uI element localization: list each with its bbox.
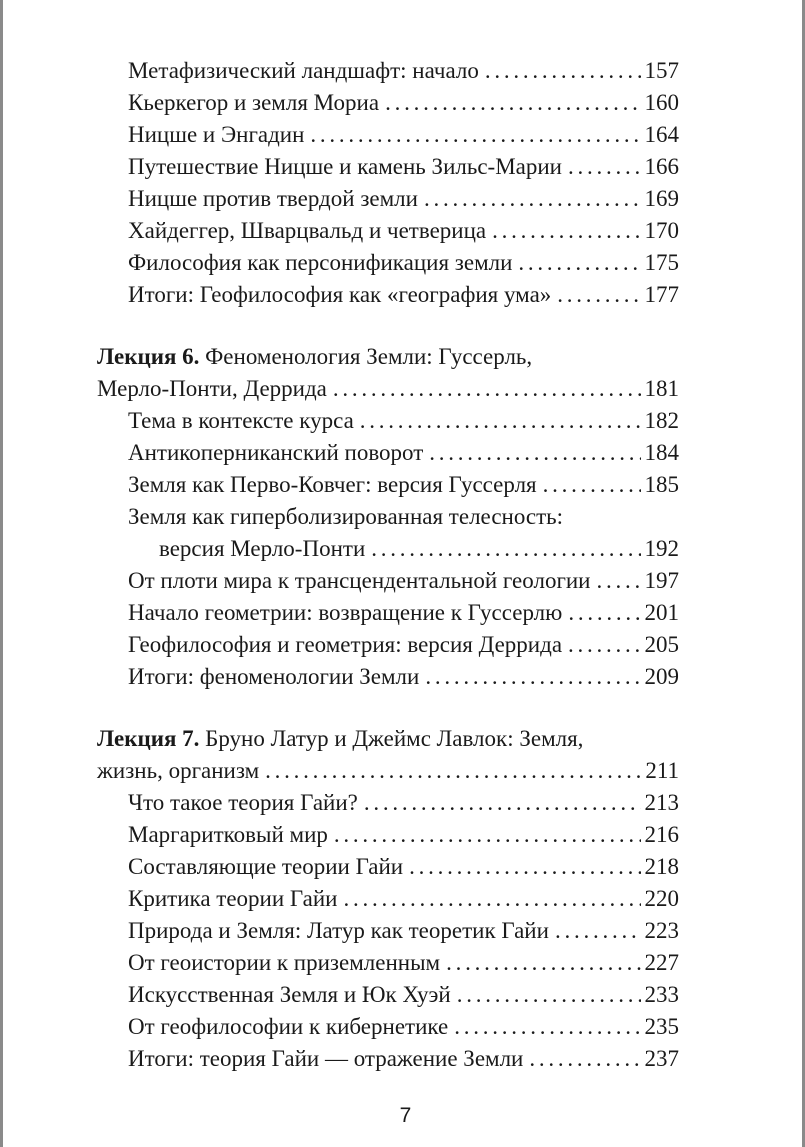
toc-entry-page: 192 [644,536,679,561]
toc-entry-page: 209 [644,664,679,689]
dot-leader [424,183,641,215]
toc-entry-page: 181 [644,376,679,401]
toc-entry-page: 237 [644,1046,679,1071]
toc-entry-title: Итоги: теория Гайи — отражение Земли [128,1046,524,1071]
toc-entry [97,915,679,947]
toc-entry-page: 185 [644,472,679,497]
toc-entry-page: 233 [644,982,679,1007]
toc-entry-page: 177 [644,282,679,307]
toc-entry-title: Маргаритковый мир [128,822,328,847]
toc-entry-title: Природа и Земля: Латур как теоретик Гайи [128,918,549,943]
toc-entry-page: 220 [644,886,679,911]
dot-leader [333,373,641,405]
toc-entry-page: 169 [644,186,679,211]
toc-entry-title: Тема в контексте курса [128,408,354,433]
section-gap [97,311,679,341]
toc-entry [97,1043,679,1075]
lecture-7-title-line2: жизнь, организм [97,758,260,783]
toc-entry-title: Искусственная Земля и Юк Хуэй [128,982,451,1007]
toc-entry-page: 166 [644,154,679,179]
toc-entry [97,151,679,183]
toc-entry-title: Критика теории Гайи [128,886,338,911]
toc-entry [97,215,679,247]
toc-entry [97,787,679,819]
toc-entry-title: Ницше и Энгадин [128,122,305,147]
toc-entry [97,851,679,883]
toc-entry-title: Составляющие теории Гайи [128,854,404,879]
toc-entry-title: Земля как Перво-Ковчег: версия Гуссерля [128,472,537,497]
dot-leader [429,437,640,469]
toc-entry [97,533,679,565]
dot-leader [334,819,641,851]
dot-leader [543,469,641,501]
page-number: 7 [399,1104,412,1127]
dot-leader [555,915,641,947]
toc-entry-title: Антикоперниканский поворот [128,440,424,465]
toc-entry [97,373,679,405]
toc-entry-page: 182 [644,408,679,433]
toc-entry-page: 211 [645,758,679,783]
toc-entry-title: От геофилософии к кибернетике [128,1014,449,1039]
toc-entry-page: 175 [644,250,679,275]
dot-leader [485,55,641,87]
toc-entry-title: Итоги: феноменологии Земли [128,664,420,689]
toc-entry-title: Философия как персонификация земли [128,250,513,275]
lecture-6-label: Лекция 6. [97,344,200,369]
dot-leader [343,883,640,915]
table-of-contents [97,55,679,1075]
toc-entry-page: 205 [644,632,679,657]
dot-leader [446,947,640,979]
dot-leader [457,979,641,1011]
toc-entry-page: 216 [644,822,679,847]
lecture-7-heading [97,723,679,755]
toc-entry [97,469,679,501]
dot-leader [409,851,640,883]
dot-leader [568,151,641,183]
toc-entry [97,597,679,629]
toc-entry [97,279,679,311]
toc-entry [97,119,679,151]
dot-leader [371,533,640,565]
dot-leader [492,215,640,247]
toc-entry [97,1011,679,1043]
toc-entry [97,819,679,851]
toc-entry [97,755,679,787]
toc-entry [97,405,679,437]
toc-entry [97,947,679,979]
toc-entry [97,883,679,915]
dot-leader [454,1011,640,1043]
dot-leader [597,565,641,597]
toc-entry-title: От геоистории к приземленным [128,950,441,975]
dot-leader [265,755,641,787]
dot-leader [360,405,641,437]
toc-entry-page: 170 [644,218,679,243]
toc-entry-title: Итоги: Геофилософия как «география ума» [128,282,552,307]
toc-entry-page: 227 [644,950,679,975]
toc-entry-title: Метафизический ландшафт: начало [128,58,479,83]
lecture-6-title-line2: Мерло-Понти, Деррида [97,376,327,401]
toc-entry-page: 201 [644,600,679,625]
toc-entry [97,437,679,469]
dot-leader [425,661,640,693]
toc-entry [97,629,679,661]
toc-entry-title: Хайдеггер, Шварцвальд и четверица [128,218,487,243]
toc-entry-page: 184 [644,440,679,465]
section-gap [97,693,679,723]
toc-entry-title: Ницше против твердой земли [128,186,418,211]
lecture-7-label: Лекция 7. [97,726,200,751]
dot-leader [568,629,640,661]
toc-entry-page: 197 [644,568,679,593]
toc-entry-page: 218 [644,854,679,879]
dot-leader [518,247,640,279]
dot-leader [385,87,640,119]
toc-entry-page: 213 [644,790,679,815]
lecture-6-title-line1: Феноменология Земли: Гуссерль, [205,344,533,369]
toc-entry [97,87,679,119]
toc-entry-title-line1: Земля как гиперболизированная телесность: [128,504,564,529]
lecture-7-title-line1: Бруно Латур и Джеймс Лавлок: Земля, [205,726,584,751]
toc-entry [97,247,679,279]
dot-leader [529,1043,640,1075]
toc-entry [97,183,679,215]
toc-entry-title: Что такое теория Гайи? [128,790,358,815]
toc-entry-title: Начало геометрии: возвращение к Гуссерлю [128,600,563,625]
toc-entry-page: 235 [644,1014,679,1039]
dot-leader [568,597,640,629]
toc-entry [97,565,679,597]
toc-entry-title: Путешествие Ницше и камень Зильс-Марии [128,154,562,179]
toc-entry-title-line2: версия Мерло-Понти [159,536,366,561]
dot-leader [557,279,640,311]
toc-entry [97,661,679,693]
toc-entry-page: 157 [644,58,679,83]
toc-entry-title: Кьеркегор и земля Мориа [128,90,380,115]
toc-entry-page: 164 [644,122,679,147]
toc-entry [97,55,679,87]
lecture-6-heading [97,341,679,373]
dot-leader [364,787,641,819]
toc-entry-page: 160 [644,90,679,115]
dot-leader [310,119,640,151]
toc-entry-title: Геофилософия и геометрия: версия Деррида [128,632,563,657]
toc-entry-page: 223 [644,918,679,943]
toc-entry-title: От плоти мира к трансцендентальной геологии [128,568,591,593]
toc-entry [97,979,679,1011]
